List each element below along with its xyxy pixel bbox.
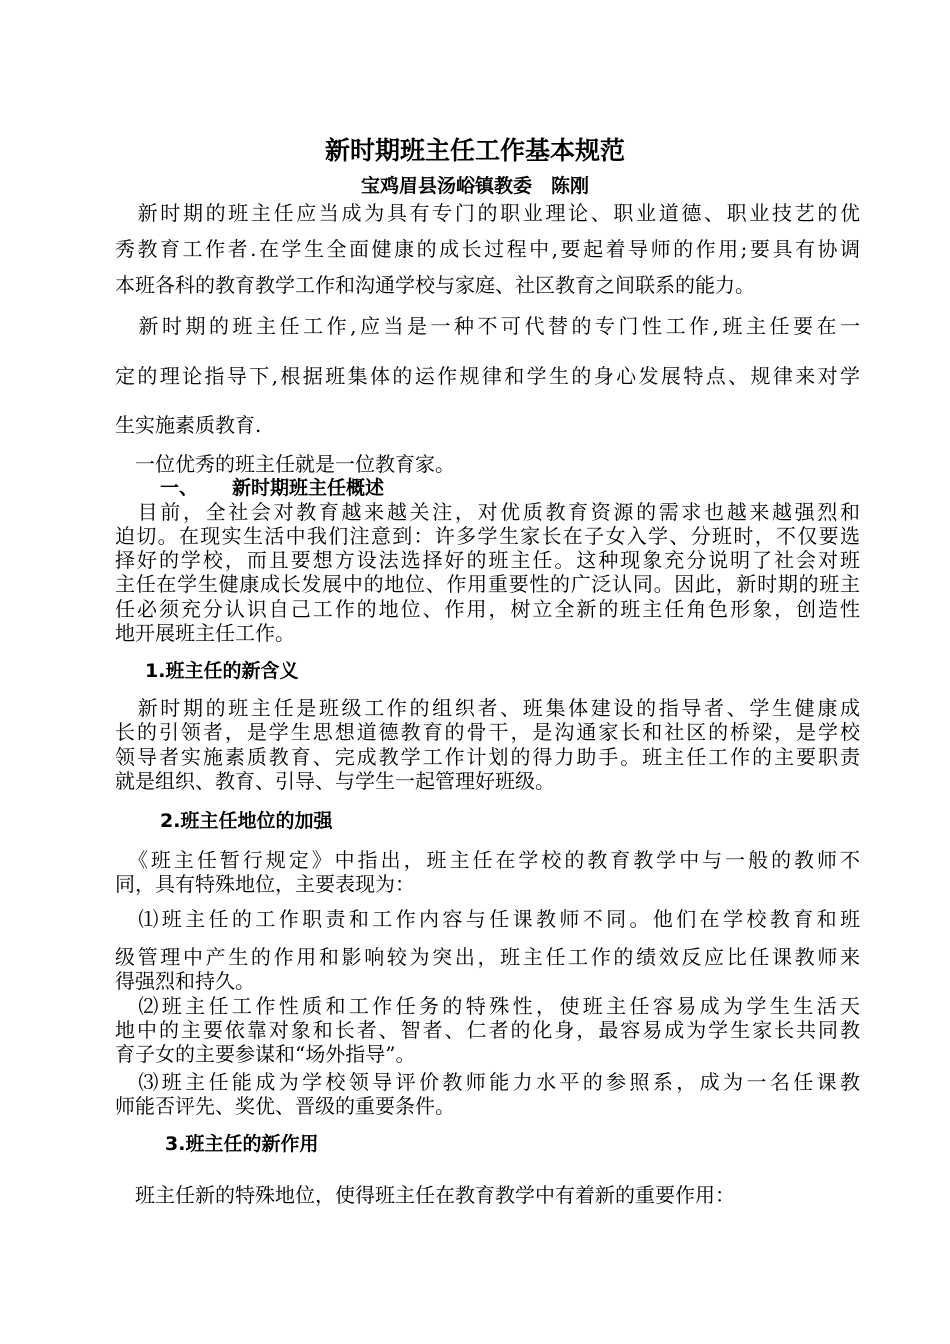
paragraph-line: 长的引领者，是学生思想道德教育的骨干，是沟通家长和社区的桥梁，是学校 [115,720,860,744]
paragraph-line: 本班各科的教育教学工作和沟通学校与家庭、社区教育之间联系的能力。 [115,273,755,297]
paragraph-line: 班主任新的特殊地位，使得班主任在教育教学中有着新的重要作用： [115,1183,735,1207]
paragraph-line: 迫切。在现实生活中我们注意到：许多学生家长在子女入学、分班时，不仅要选 [115,524,860,548]
paragraph-line: 同，具有特殊地位，主要表现为： [115,872,415,896]
paragraph-line: 任必须充分认识自己工作的地位、作用，树立全新的班主任角色形象，创造性 [115,597,860,621]
paragraph-line: 定的理论指导下,根据班集体的运作规律和学生的身心发展特点、规律来对学 [115,364,860,388]
paragraph-line: 《班主任暂行规定》中指出，班主任在学校的教育教学中与一般的教师不 [115,848,860,872]
list-item-line: ⑶班主任能成为学校领导评价教师能力水平的参照系，成为一名任课教 [115,1070,860,1094]
document-author: 宝鸡眉县汤峪镇教委 陈刚 [360,175,589,197]
paragraph-line: 生实施素质教育. [115,413,262,437]
list-item-line: 育子女的主要参谋和“场外指导”。 [115,1042,416,1066]
list-item-line: ⑵班主任工作性质和工作任务的特殊性，使班主任容易成为学生生活天 [115,994,860,1018]
paragraph-line: 一位优秀的班主任就是一位教育家。 [115,452,455,476]
paragraph-line: 地开展班主任工作。 [115,621,295,645]
section-number: 一、 [160,477,199,499]
list-item-line: ⑴班主任的工作职责和工作内容与任课教师不同。他们在学校教育和班 [115,907,860,931]
paragraph-line: 新时期的班主任是班级工作的组织者、班集体建设的指导者、学生健康成 [115,696,860,720]
list-item-line: 师能否评先、奖优、晋级的重要条件。 [115,1094,455,1118]
paragraph-line: 秀教育工作者.在学生全面健康的成长过程中,要起着导师的作用;要具有协调 [115,237,860,261]
document-title: 新时期班主任工作基本规范 [324,136,625,165]
paragraph-line: 新时期的班主任工作,应当是一种不可代替的专门性工作,班主任要在一 [115,314,860,338]
section-heading: 新时期班主任概述 [232,477,385,499]
paragraph-line: 新时期的班主任应当成为具有专门的职业理论、职业道德、职业技艺的优 [115,201,860,225]
paragraph-line: 主任在学生健康成长发展中的地位、作用重要性的广泛认同。因此，新时期的班主 [115,572,860,596]
paragraph-line: 就是组织、教育、引导、与学生一起管理好班级。 [115,769,555,793]
subheading: 2.班主任地位的加强 [160,810,333,832]
list-item-line: 级管理中产生的作用和影响较为突出，班主任工作的绩效反应比任课教师来 [115,945,860,969]
paragraph-line: 领导者实施素质教育、完成教学工作计划的得力助手。班主任工作的主要职责 [115,745,860,769]
paragraph-line: 择好的学校，而且要想方设法选择好的班主任。这种现象充分说明了社会对班 [115,548,860,572]
list-item-line: 得强烈和持久。 [115,969,255,993]
subheading: 1.班主任的新含义 [145,660,299,682]
paragraph-line: 目前，全社会对教育越来越关注，对优质教育资源的需求也越来越强烈和 [115,500,860,524]
list-item-line: 地中的主要依靠对象和长者、智者、仁者的化身，最容易成为学生家长共同教 [115,1018,860,1042]
subheading: 3.班主任的新作用 [165,1133,319,1155]
